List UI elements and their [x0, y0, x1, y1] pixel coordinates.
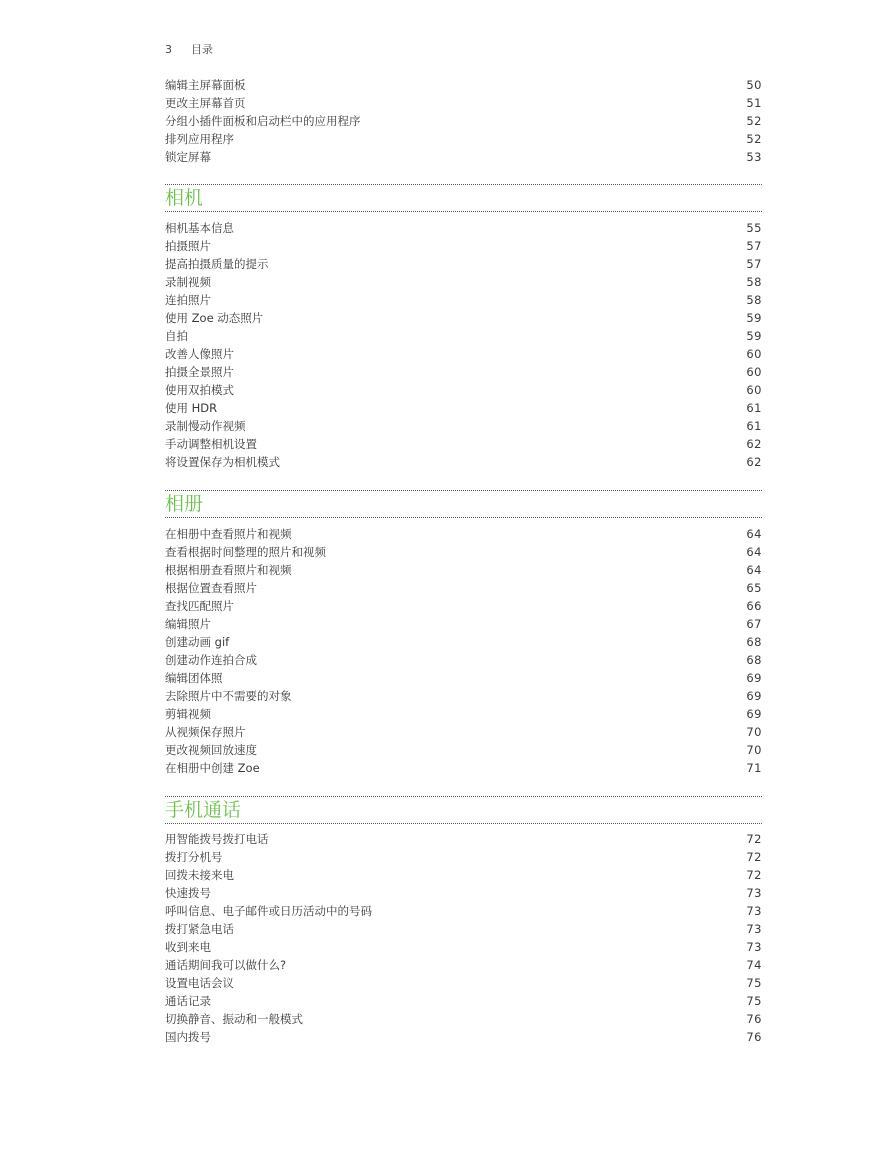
toc-entry-title: 收到来电 [165, 940, 211, 954]
toc-entry-title: 在相册中查看照片和视频 [165, 527, 292, 541]
toc-entry-title: 改善人像照片 [165, 347, 234, 361]
toc-entry-title: 剪辑视频 [165, 707, 211, 721]
toc-entry[interactable] [165, 597, 762, 615]
toc-entry-title: 提高拍摄质量的提示 [165, 257, 269, 271]
toc-entry[interactable] [165, 309, 762, 327]
toc-entry-title: 拨打紧急电话 [165, 922, 234, 936]
toc-entry-page-number: 61 [746, 401, 762, 415]
toc-entry[interactable] [165, 291, 762, 309]
toc-entry-title: 去除照片中不需要的对象 [165, 689, 292, 703]
toc-entry[interactable] [165, 651, 762, 669]
toc-entry-title: 通话记录 [165, 994, 211, 1008]
toc-entry-page-number: 67 [746, 617, 762, 631]
toc-entry-page-number: 75 [746, 994, 762, 1008]
toc-entry[interactable] [165, 956, 762, 974]
toc-entry-title: 设置电话会议 [165, 976, 234, 990]
toc-entry-title: 查找匹配照片 [165, 599, 234, 613]
toc-entry[interactable] [165, 884, 762, 902]
toc-entry-page-number: 59 [746, 329, 762, 343]
toc-entry-page-number: 58 [746, 275, 762, 289]
toc-entry[interactable] [165, 705, 762, 723]
section-divider-bottom [165, 211, 762, 212]
toc-entry[interactable] [165, 992, 762, 1010]
toc-entry-page-number: 70 [746, 725, 762, 739]
toc-entry-page-number: 50 [746, 78, 762, 92]
section-divider-bottom [165, 517, 762, 518]
toc-entry[interactable] [165, 920, 762, 938]
toc-entry[interactable] [165, 112, 762, 130]
toc-entry-page-number: 61 [746, 419, 762, 433]
toc-entry[interactable] [165, 76, 762, 94]
toc-entry-title: 从视频保存照片 [165, 725, 246, 739]
toc-entry-title: 自拍 [165, 329, 188, 343]
toc-entry[interactable] [165, 902, 762, 920]
toc-entry-page-number: 76 [746, 1030, 762, 1044]
section-divider-bottom [165, 823, 762, 824]
toc-entry-page-number: 76 [746, 1012, 762, 1026]
toc-entry-page-number: 64 [746, 563, 762, 577]
toc-entry[interactable] [165, 1028, 762, 1046]
toc-entry[interactable] [165, 615, 762, 633]
toc-entry-title: 拍摄全景照片 [165, 365, 234, 379]
section-heading: 相机 [165, 187, 204, 209]
toc-entry-title: 排列应用程序 [165, 132, 234, 146]
section-heading: 手机通话 [165, 799, 242, 821]
toc-entry-page-number: 73 [746, 922, 762, 936]
toc-entry-page-number: 62 [746, 437, 762, 451]
toc-entry-page-number: 72 [746, 850, 762, 864]
toc-entry[interactable] [165, 687, 762, 705]
section-gallery [165, 490, 762, 777]
toc-entry-title: 在相册中创建 Zoe [165, 761, 260, 775]
toc-entry-page-number: 62 [746, 455, 762, 469]
toc-entry-page-number: 60 [746, 365, 762, 379]
toc-entry-page-number: 55 [746, 221, 762, 235]
toc-entry-title: 回拨未接来电 [165, 868, 234, 882]
toc-entry-page-number: 72 [746, 868, 762, 882]
toc-entry-title: 手动调整相机设置 [165, 437, 257, 451]
toc-entry-page-number: 60 [746, 347, 762, 361]
toc-entry[interactable] [165, 327, 762, 345]
toc-entry-page-number: 73 [746, 940, 762, 954]
toc-entry-title: 使用 Zoe 动态照片 [165, 311, 264, 325]
toc-entry[interactable] [165, 130, 762, 148]
header-title: 目录 [191, 43, 213, 56]
toc-entry-title: 根据相册查看照片和视频 [165, 563, 292, 577]
toc-entry[interactable] [165, 399, 762, 417]
toc-entry-title: 录制视频 [165, 275, 211, 289]
toc-entry-page-number: 53 [746, 150, 762, 164]
toc-entry-title: 使用 HDR [165, 401, 218, 415]
toc-entry[interactable] [165, 938, 762, 956]
toc-entry-page-number: 60 [746, 383, 762, 397]
toc-entry-title: 创建动作连拍合成 [165, 653, 257, 667]
page-number: 3 [165, 43, 172, 56]
toc-entry-page-number: 69 [746, 671, 762, 685]
toc-entry[interactable] [165, 848, 762, 866]
toc-entry-title: 连拍照片 [165, 293, 211, 307]
toc-entry-title: 更改主屏幕首页 [165, 96, 246, 110]
toc-entry[interactable] [165, 723, 762, 741]
toc-entry-page-number: 72 [746, 832, 762, 846]
toc-entry-title: 呼叫信息、电子邮件或日历活动中的号码 [165, 904, 372, 918]
toc-entry-title: 编辑主屏幕面板 [165, 78, 246, 92]
toc-entry-page-number: 68 [746, 635, 762, 649]
toc-entry-title: 根据位置查看照片 [165, 581, 257, 595]
section-phone-calls [165, 796, 762, 1046]
toc-entry-title: 录制慢动作视频 [165, 419, 246, 433]
toc-entry[interactable] [165, 543, 762, 561]
toc-entry[interactable] [165, 561, 762, 579]
toc-entry-title: 相机基本信息 [165, 221, 234, 235]
toc-entry-page-number: 68 [746, 653, 762, 667]
toc-entry[interactable] [165, 866, 762, 884]
toc-entry[interactable] [165, 345, 762, 363]
toc-entry[interactable] [165, 219, 762, 237]
toc-entry-page-number: 52 [746, 132, 762, 146]
toc-entry-page-number: 51 [746, 96, 762, 110]
toc-entry-page-number: 75 [746, 976, 762, 990]
toc-entry-page-number: 73 [746, 886, 762, 900]
section-entry-list [165, 219, 762, 471]
toc-entry[interactable] [165, 974, 762, 992]
toc-entry-title: 通话期间我可以做什么? [165, 958, 287, 972]
toc-entry[interactable] [165, 633, 762, 651]
toc-entry-page-number: 69 [746, 707, 762, 721]
toc-entry[interactable] [165, 417, 762, 435]
toc-entry-page-number: 64 [746, 545, 762, 559]
toc-entry-page-number: 59 [746, 311, 762, 325]
toc-entry-title: 将设置保存为相机模式 [165, 455, 280, 469]
toc-entry[interactable] [165, 363, 762, 381]
toc-entry-page-number: 57 [746, 239, 762, 253]
toc-entry[interactable] [165, 669, 762, 687]
toc-entry-title: 拍摄照片 [165, 239, 211, 253]
toc-entry-title: 分组小插件面板和启动栏中的应用程序 [165, 114, 361, 128]
section-heading: 相册 [165, 493, 204, 515]
toc-entry-page-number: 58 [746, 293, 762, 307]
toc-entry-title: 锁定屏幕 [165, 150, 211, 164]
toc-entry-page-number: 71 [746, 761, 762, 775]
toc-entry[interactable] [165, 381, 762, 399]
toc-entry[interactable] [165, 255, 762, 273]
section-camera [165, 184, 762, 471]
toc-entry[interactable] [165, 579, 762, 597]
toc-entry[interactable] [165, 453, 762, 471]
toc-entry-page-number: 57 [746, 257, 762, 271]
toc-entry[interactable] [165, 525, 762, 543]
toc-entry-title: 创建动画 gif [165, 635, 230, 649]
toc-entry-page-number: 66 [746, 599, 762, 613]
toc-entry-title: 国内拨号 [165, 1030, 211, 1044]
page-header [165, 41, 213, 57]
toc-entry-title: 快速拨号 [165, 886, 211, 900]
toc-entry-title: 用智能拨号拨打电话 [165, 832, 269, 846]
toc-entry-title: 拨打分机号 [165, 850, 223, 864]
toc-entry[interactable] [165, 94, 762, 112]
toc-entry-title: 更改视频回放速度 [165, 743, 257, 757]
toc-entry[interactable] [165, 435, 762, 453]
toc-entry-page-number: 73 [746, 904, 762, 918]
toc-entry-title: 编辑团体照 [165, 671, 223, 685]
intro-entry-list [165, 76, 762, 166]
toc-entry-page-number: 70 [746, 743, 762, 757]
toc-entry-page-number: 74 [746, 958, 762, 972]
toc-entry-page-number: 52 [746, 114, 762, 128]
section-entry-list [165, 525, 762, 777]
toc-entry-page-number: 64 [746, 527, 762, 541]
toc-entry-page-number: 65 [746, 581, 762, 595]
toc-entry-title: 使用双拍模式 [165, 383, 234, 397]
toc-entry-title: 切换静音、振动和一般模式 [165, 1012, 303, 1026]
toc-entry[interactable] [165, 273, 762, 291]
toc-entry-page-number: 69 [746, 689, 762, 703]
toc-entry[interactable] [165, 1010, 762, 1028]
section-entry-list [165, 830, 762, 1046]
toc-entry[interactable] [165, 830, 762, 848]
toc-entry-title: 查看根据时间整理的照片和视频 [165, 545, 326, 559]
toc-entry[interactable] [165, 759, 762, 777]
toc-entry[interactable] [165, 741, 762, 759]
toc-entry[interactable] [165, 237, 762, 255]
toc-entry-title: 编辑照片 [165, 617, 211, 631]
toc-entry[interactable] [165, 148, 762, 166]
